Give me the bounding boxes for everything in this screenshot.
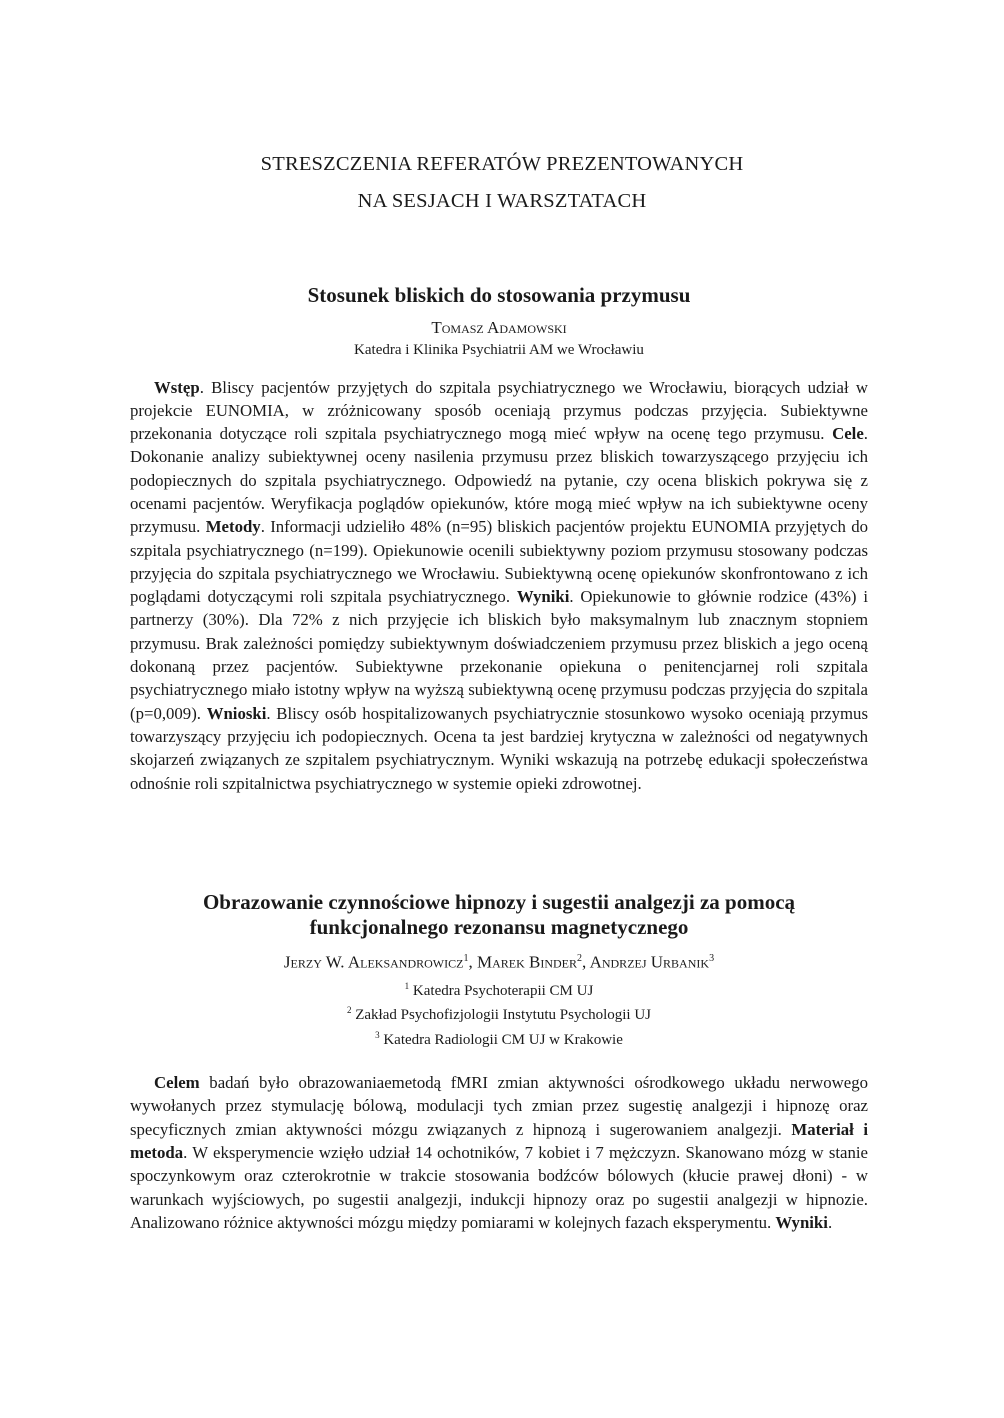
abstract-text: . Dokonanie analizy subiektywnej oceny nasilenia przymusu przez bliskich towarzyszącego przyjęciu ich podopiecznych do szpitala psychiatrycznego. Odpowiedź na pytanie, czy ocena bliskich pokrywa się z ocenami pacjentów. Weryfikacja poglądów opiekunów, które mogą mieć wpływ na ich subiektywne oceny przymusu.: [130, 424, 868, 537]
author-affiliation-mark: 2: [577, 953, 583, 964]
abstract-text: . Bliscy pacjentów przyjętych do szpitala psychiatrycznego we Wrocławiu, biorących udział w projekcie EUNOMIA, w zróżnicowany sposób oceniają przymus podczas przyjęcia. Subiektywne przekonania dotyczące roli szpitala psychiatrycznego mogą mieć wpływ na ocenę tego przymusu.: [130, 377, 868, 444]
abstract-label: Cele: [832, 424, 864, 444]
article-2-title-line-1: Obrazowanie czynnościowe hipnozy i sugestii analgezji za pomocą: [202, 890, 796, 914]
article-2-affiliations: [130, 977, 868, 1051]
abstract-text: . Opiekunowie to głównie rodzice (43%) i partnerzy (30%). Dla 72% z nich przyjęcie ich bliskich było maksymalnym lub znacznym stopniem przymusu. Brak zależności pomiędzy subiektywnym doświadczeniem przymusu przez bliskich a jego oceną dokonaną przez pacjentów. Subiektywne przekonanie opiekuna o penitencjarnej roli szpitala psychiatrycznego miało istotny wpływ na wyższą subiektywną ocenę przymusu podczas przyjęcia do szpitala (p=0,009).: [130, 587, 869, 723]
affiliation-line: [130, 1001, 868, 1026]
author-separator: ,: [468, 952, 477, 972]
author-name: Andrzej Urbanik: [589, 952, 710, 972]
affiliation-text: Katedra Radiologii CM UJ w Krakowie: [383, 1031, 623, 1048]
abstract-label: Wyniki: [775, 1212, 828, 1232]
abstract-label: Metody: [205, 517, 261, 537]
affiliation-mark: 1: [404, 980, 410, 991]
affiliation-text: Zakład Psychofizjologii Instytutu Psychologii UJ: [355, 1007, 652, 1024]
abstract-text: . W eksperymencie wzięło udział 14 ochotników, 7 kobiet i 7 mężczyzn. Skanowano mózg w stanie spoczynkowym oraz czterokrotnie w trakcie stosowania bodźców bólowych (kłucie prawej dłoni) - w warunkach wyjściowych, po sugestii analgezji, indukcji hipnozy oraz po sugestii analgezji w hipnozie. Analizowano różnice aktywności mózgu między pomiarami w kolejnych fazach eksperymentu.: [130, 1143, 868, 1232]
affiliation-text: Katedra Psychoterapii CM UJ: [412, 982, 594, 999]
article-1-author: Tomasz Adamowski: [431, 318, 567, 337]
affiliation-line: [130, 1026, 868, 1051]
author-affiliation-mark: 1: [463, 953, 469, 964]
abstract-label: Celem: [154, 1073, 200, 1093]
article-1-affiliations: [130, 341, 868, 361]
article-1-affiliation: Katedra i Klinika Psychiatrii AM we Wrocławiu: [354, 342, 644, 358]
affiliation-line: [130, 977, 868, 1002]
abstract-text: .: [827, 1212, 833, 1232]
author-name: Marek Binder: [476, 952, 578, 972]
author-separator: ,: [582, 952, 590, 972]
abstract-label: Materiał i metoda: [130, 1119, 868, 1163]
article-1-abstract: [130, 376, 868, 795]
abstract-label: Wstęp: [154, 377, 200, 397]
article-1-title: Stosunek bliskich do stosowania przymusu: [307, 283, 691, 307]
section-heading-line-2: NA SESJACH I WARSZTATACH: [357, 190, 647, 212]
affiliation-mark: 3: [375, 1029, 380, 1040]
author-affiliation-mark: 3: [709, 953, 715, 964]
abstract-text: . Informacji udzieliło 48% (n=95) bliskich pacjentów projektu EUNOMIA przyjętych do szpitala psychiatrycznego (n=199). Opiekunowie ocenili subiektywny poziom przymusu stosowany podczas przyjęcia do szpitala psychiatrycznego we Wrocławiu. Subiektywną ocenę opiekunów skonfrontowano z ich poglądami dotyczącymi roli szpitala psychiatrycznego.: [130, 517, 868, 607]
abstract-label: Wnioski: [206, 703, 267, 723]
article-2-title: [130, 890, 868, 940]
article-2-abstract: [130, 1071, 868, 1234]
abstract-text: . Bliscy osób hospitalizowanych psychiatrycznie stosunkowo wysoko oceniają przymus towarzyszący przyjęciu ich podopiecznych. Ocena ta jest bardziej krytyczna w zależności od negatywnych skojarzeń związanych ze szpitalem psychiatrycznym. Wyniki wskazują na potrzebę edukacji społeczeństwa odnośnie roli szpitalnictwa psychiatrycznego w systemie opieki zdrowotnej.: [130, 703, 868, 793]
article-2-title-line-2: funkcjonalnego rezonansu magnetycznego: [309, 915, 689, 939]
article-2-authors: [130, 948, 868, 974]
article-2: [130, 890, 868, 1234]
abstract-label: Wyniki: [516, 587, 570, 607]
author-name: Jerzy W. Aleksandrowicz: [283, 952, 464, 972]
article-1: [130, 283, 868, 795]
affiliation-mark: 2: [346, 1005, 352, 1016]
section-heading-line-1: STRESZCZENIA REFERATÓW PREZENTOWANYCH: [260, 153, 744, 175]
abstract-text: badań było obrazowaniaemetodą fMRI zmian aktywności ośrodkowego układu nerwowego wywołanych przez stymulację bólową, modulacji tych zmian przez sugestię analgezji i hipnozę oraz specyficznych zmian aktywności mózgu związanych z hipnozą i sugerowaniem analgezji.: [130, 1073, 868, 1139]
section-heading: [0, 146, 1004, 220]
